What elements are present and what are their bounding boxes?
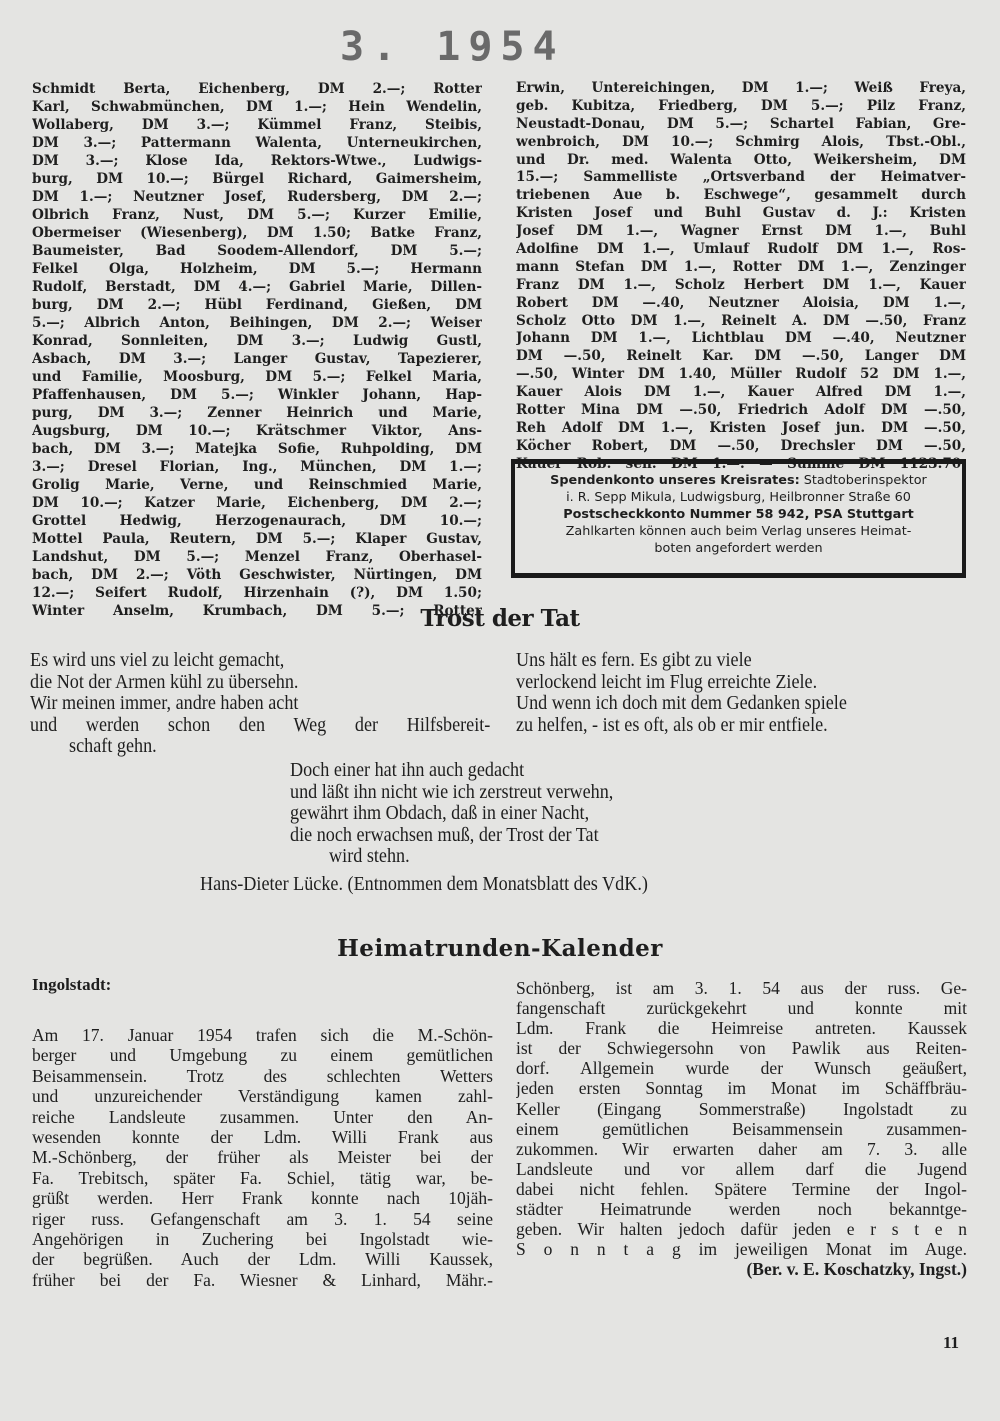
page-number: 11 bbox=[943, 1333, 960, 1352]
text-line: Augsburg, DM 10.—; Krätschmer Viktor, Ans- bbox=[32, 423, 482, 439]
text-line: Grolig Marie, Verne, und Reinschmied Marie, bbox=[32, 477, 482, 493]
text-line: wesenden konnte der Ldm. Willi Frank aus bbox=[32, 1126, 493, 1147]
text-line: Johann DM 1.—, Lichtblau DM —.40, Neutzner bbox=[516, 330, 966, 347]
text-line: 5.—; Albrich Anton, Beihingen, DM 2.—; Weiser bbox=[32, 315, 482, 331]
poem-stanza-2 bbox=[516, 650, 967, 736]
text-line: 12.—; Seifert Rudolf, Hirzenhain (?), DM 1.50; bbox=[32, 585, 482, 601]
text-line: grüßt werden. Herr Frank konnte nach 10jäh- bbox=[32, 1188, 493, 1209]
text-line: Schönberg, ist am 3. 1. 54 aus der russ. Ge- bbox=[516, 978, 967, 998]
poem-attribution: Hans-Dieter Lücke. (Entnommen dem Monatsblatt des VdK.) bbox=[200, 874, 648, 895]
text-line: die noch erwachsen muß, der Trost der Tat bbox=[290, 824, 599, 846]
text-line: Robert DM —.40, Neutzner Aloisia, DM 1.—, bbox=[516, 294, 966, 311]
box-line-1 bbox=[515, 472, 962, 489]
text-line: und Familie, Moosburg, DM 5.—; Felkel Maria, bbox=[32, 369, 482, 385]
text-line: Karl, Schwabmünchen, DM 1.—; Hein Wendelin, bbox=[32, 99, 482, 115]
text-line: Uns hält es fern. Es gibt zu viele bbox=[516, 650, 752, 671]
poem-title: Trost der Tat bbox=[420, 605, 580, 632]
box-line-5: boten angefordert werden bbox=[654, 541, 823, 556]
text-line: Reh Adolf DM 1.—, Kristen Josef jun. DM —.50, bbox=[516, 419, 966, 436]
text-line: Josef DM 1.—, Wagner Ernst DM 1.—, Buhl bbox=[516, 223, 966, 240]
text-line: zu helfen, - ist es oft, als ob er mir entfiele. bbox=[516, 714, 828, 736]
text-line: Beisammensein. Trotz des schlechten Wetters bbox=[32, 1065, 493, 1086]
poem-stanza-1 bbox=[30, 650, 490, 758]
text-line: jeden ersten Sonntag im Monat im Schäffbräu- bbox=[516, 1078, 967, 1099]
text-line: Neustadt-Donau, DM 5.—; Schartel Fabian, Gre- bbox=[516, 115, 966, 132]
calendar-subheading: Ingolstadt: bbox=[32, 975, 112, 994]
text-line: Am 17. Januar 1954 trafen sich die M.-Schön- bbox=[32, 1025, 493, 1045]
text-line: dabei nicht fehlen. Spätere Termine der Ingol- bbox=[516, 1178, 967, 1199]
text-line: und werden schon den Weg der Hilfsbereit- bbox=[30, 714, 491, 736]
text-line: und Dr. med. Walenta Otto, Weikersheim, DM bbox=[516, 151, 966, 168]
text-line: Rudolf, Berstadt, DM 4.—; Gabriel Marie, Dillen- bbox=[32, 279, 482, 295]
text-line: gewährt ihm Obdach, daß in einer Nacht, bbox=[290, 803, 590, 825]
text-line: Olbrich Franz, Nust, DM 5.—; Kurzer Emilie, bbox=[32, 207, 482, 223]
text-line: Felkel Olga, Holzheim, DM 5.—; Hermann bbox=[32, 261, 482, 277]
text-line: Erwin, Untereichingen, DM 1.—; Weiß Freya, bbox=[516, 80, 966, 96]
text-line: Kristen Josef und Buhl Gustav d. J.: Kristen bbox=[516, 205, 966, 222]
text-line: burg, DM 2.—; Hübl Ferdinand, Gießen, DM bbox=[32, 297, 482, 313]
text-line: Schmidt Berta, Eichenberg, DM 2.—; Rotter bbox=[32, 81, 482, 97]
text-line: Franz DM 1.—, Scholz Herbert DM 1.—, Kauer bbox=[516, 276, 966, 293]
text-line: mann Stefan DM 1.—, Rotter DM 1.—, Zenzinger bbox=[516, 258, 966, 275]
text-line: Angehörigen in Zuchering bei Ingolstadt wie- bbox=[32, 1228, 493, 1249]
text-line: triebenen Aue b. Eschwege“, gesammelt durch bbox=[516, 187, 966, 204]
text-line: reiche Landsleute zusammen. Unter den An- bbox=[32, 1106, 493, 1127]
text-line: S o n n t a g im jeweiligen Monat im Auge. bbox=[516, 1239, 967, 1260]
text-line: 15.—; Sammelliste „Ortsverband der Heimatver- bbox=[516, 169, 966, 186]
text-line: Köcher Robert, DM —.50, Drechsler DM —.50, bbox=[516, 437, 966, 454]
text-line: Konrad, Sonnleiten, DM 3.—; Ludwig Gustl, bbox=[32, 333, 482, 349]
text-line: DM 3.—; Klose Ida, Rektors-Wtwe., Ludwigs- bbox=[32, 153, 482, 169]
text-line: Mottel Paula, Reutern, DM 5.—; Klaper Gustav, bbox=[32, 531, 482, 547]
box-line-3: Postscheckkonto Nummer 58 942, PSA Stuttgart bbox=[563, 507, 914, 522]
text-line: bach, DM 3.—; Matejka Sofie, Ruhpolding, DM bbox=[32, 441, 482, 457]
text-line: DM —.50, Reinelt Kar. DM —.50, Langer DM bbox=[516, 348, 966, 365]
text-line: Asbach, DM 3.—; Langer Gustav, Tapezierer, bbox=[32, 351, 482, 367]
text-line: städter Heimatrunde werden noch bekanntge- bbox=[516, 1199, 967, 1220]
text-line: früher bei der Fa. Wiesner & Linhard, Mähr.- bbox=[32, 1269, 493, 1290]
text-line: Ldm. Frank die Heimreise antreten. Kaussek bbox=[516, 1018, 967, 1039]
text-line: —.50, Winter DM 1.40, Müller Rudolf 52 DM 1.—, bbox=[516, 366, 966, 383]
text-line: und unzureichender Verständigung kamen zahl- bbox=[32, 1086, 493, 1107]
text-line: Keller (Eingang Sommerstraße) Ingolstadt zu bbox=[516, 1098, 967, 1119]
text-line: bach, DM 2.—; Vöth Geschwister, Nürtingen, DM bbox=[32, 567, 482, 583]
box-line-1-rest: Stadtoberinspektor bbox=[803, 473, 927, 488]
text-line: Doch einer hat ihn auch gedacht bbox=[290, 760, 525, 781]
text-line: und läßt ihn nicht wie ich zerstreut verwehn, bbox=[290, 781, 614, 803]
text-line: Kauer Rob. sen. DM 1.—. — Summe DM 1123.70. bbox=[516, 455, 966, 472]
text-line: DM 1.—; Neutzner Josef, Rudersberg, DM 2.—; bbox=[32, 189, 482, 205]
text-line: DM 10.—; Katzer Marie, Eichenberg, DM 2.—; bbox=[32, 495, 482, 511]
article-signature: (Ber. v. E. Koschatzky, Ingst.) bbox=[746, 1259, 967, 1280]
text-line: Fa. Trebitsch, später Fa. Schiel, tätig war, be- bbox=[32, 1167, 493, 1188]
text-line: Wollaberg, DM 3.—; Kümmel Franz, Steibis, bbox=[32, 117, 482, 133]
box-label: Spendenkonto unseres Kreisrates: bbox=[550, 473, 800, 488]
text-line: riger russ. Gefangenschaft am 3. 1. 54 seine bbox=[32, 1208, 493, 1229]
issue-number: 3. 1954 bbox=[340, 24, 565, 70]
calendar-article-left bbox=[32, 1025, 493, 1290]
text-line: ist der Schwiegersohn von Pawlik aus Reiten- bbox=[516, 1038, 967, 1059]
text-line: wenbroich, DM 10.—; Schmirg Alois, Tbst.-Obl., bbox=[516, 133, 966, 150]
text-line: geben. Wir halten jedoch dafür jeden e r s t e n bbox=[516, 1219, 967, 1240]
text-line: Pfaffenhausen, DM 5.—; Winkler Johann, Hap- bbox=[32, 387, 482, 403]
text-line: dorf. Allgemein wurde der Wunsch geäußert, bbox=[516, 1058, 967, 1079]
text-line: schaft gehn. bbox=[69, 736, 157, 758]
text-line: Landsleute und vor allem darf die Jugend bbox=[516, 1158, 967, 1179]
text-line: M.-Schönberg, der früher als Meister bei der bbox=[32, 1147, 493, 1168]
text-line: burg, DM 10.—; Bürgel Richard, Gaimersheim, bbox=[32, 171, 482, 187]
text-line: Es wird uns viel zu leicht gemacht, bbox=[30, 650, 285, 671]
text-line: fangenschaft zurückgekehrt und konnte mit bbox=[516, 998, 967, 1019]
text-line: Rotter Mina DM —.50, Friedrich Adolf DM —.50, bbox=[516, 402, 966, 419]
text-line: berger und Umgebung zu einem gemütlichen bbox=[32, 1045, 493, 1066]
box-line-4: Zahlkarten können auch beim Verlag unseres Heimat- bbox=[565, 524, 912, 539]
text-line: einem gemütlichen Beisammensein zusammen- bbox=[516, 1118, 967, 1139]
text-line: der begrüßen. Auch der Ldm. Willi Kaussek, bbox=[32, 1249, 493, 1270]
text-line: Baumeister, Bad Soodem-Allendorf, DM 5.—; bbox=[32, 243, 482, 259]
box-line-2: i. R. Sepp Mikula, Ludwigsburg, Heilbronner Straße 60 bbox=[566, 490, 911, 505]
text-line: Scholz Otto DM 1.—, Reinelt A. DM —.50, Franz bbox=[516, 312, 966, 329]
text-line: Obermeiser (Wiesenberg), DM 1.50; Batke Franz, bbox=[32, 225, 482, 241]
calendar-article-right bbox=[516, 978, 967, 1279]
text-line: zukommen. Wir erwarten daher am 7. 3. alle bbox=[516, 1138, 967, 1159]
donor-list-right bbox=[516, 80, 966, 474]
text-line: DM 3.—; Pattermann Walenta, Unterneukirchen, bbox=[32, 135, 482, 151]
donation-account-box bbox=[511, 459, 966, 578]
calendar-title: Heimatrunden-Kalender bbox=[337, 935, 663, 962]
text-line: Wir meinen immer, andre haben acht bbox=[30, 693, 299, 715]
poem-stanza-3 bbox=[290, 760, 746, 868]
text-line: Und wenn ich doch mit dem Gedanken spiele bbox=[516, 693, 847, 715]
text-line: Grottel Hedwig, Herzogenaurach, DM 10.—; bbox=[32, 513, 482, 529]
text-line: 3.—; Dresel Florian, Ing., München, DM 1.—; bbox=[32, 459, 482, 475]
text-line: geb. Kubitza, Friedberg, DM 5.—; Pilz Franz, bbox=[516, 97, 966, 114]
donor-list-left bbox=[32, 80, 482, 620]
text-line: purg, DM 3.—; Zenner Heinrich und Marie, bbox=[32, 405, 482, 421]
text-line: Adolfine DM 1.—, Umlauf Rudolf DM 1.—, Ros- bbox=[516, 241, 966, 258]
text-line: Kauer Alois DM 1.—, Kauer Alfred DM 1.—, bbox=[516, 384, 966, 401]
text-line: Landshut, DM 5.—; Menzel Franz, Oberhasel- bbox=[32, 549, 482, 565]
text-line: verlockend leicht im Flug erreichte Ziele. bbox=[516, 671, 818, 693]
text-line: wird stehn. bbox=[329, 846, 410, 868]
text-line: die Not der Armen kühl zu übersehn. bbox=[30, 671, 299, 693]
text-line: Winter Anselm, Krumbach, DM 5.—; Rotter bbox=[32, 603, 482, 619]
